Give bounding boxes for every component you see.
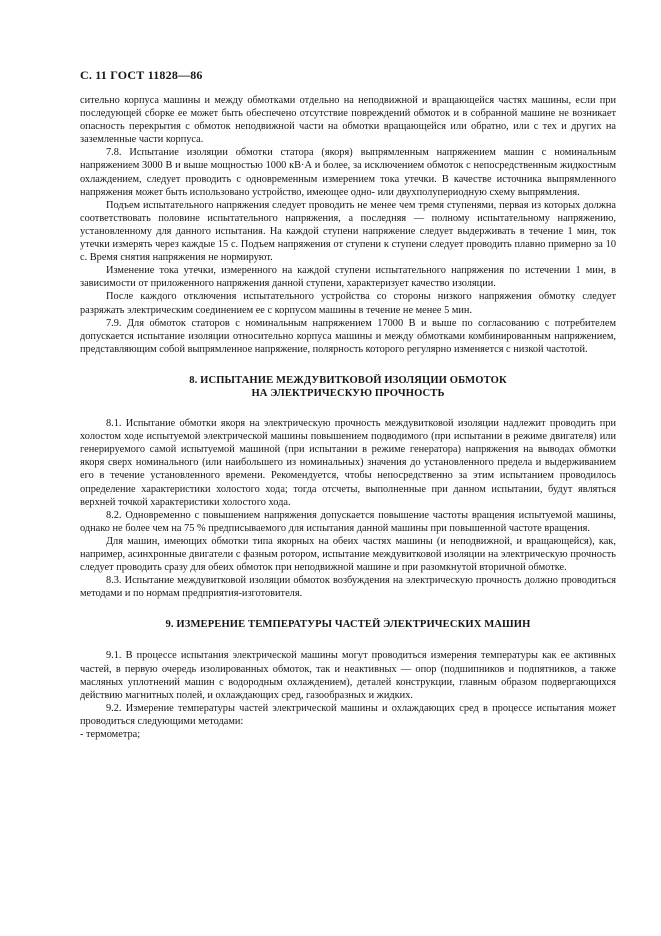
section-8-heading-line2: НА ЭЛЕКТРИЧЕСКУЮ ПРОЧНОСТЬ xyxy=(251,387,445,399)
paragraph-7-8-leakage: Изменение тока утечки, измеренного на каждой ступени испытательного напряжения по истечении 1 мин, в зависимости от приложенного напряжения данной ступени, характеризует качество изоляции. xyxy=(80,265,616,290)
page-header: С. 11 ГОСТ 11828—86 xyxy=(80,68,203,82)
paragraph-8-3: 8.3. Испытание междувитковой изоляции обмоток возбуждения на электрическую прочность должно проводиться методами и по нормам предприятия-изготовителя. xyxy=(80,575,616,600)
paragraph-8-2: 8.2. Одновременно с повышением напряжения допускается повышение частоты вращения испытуемой машины, однако не более чем на 75 % предписываемого для испытания данной машины при повышенной частоте вращения. xyxy=(80,509,616,534)
paragraph-9-1: 9.1. В процессе испытания электрической машины могут проводиться измерения температуры как ее активных частей, в первую очередь изолированных обмоток, так и неактивных — опор (подшипников и подпятников, а также масляных уплотнений машин с водородным охлаждением), деталей конструкции, главным образом подвергающихся действию магнитных полей, и охлаждающих сред, газообразных и жидких. xyxy=(80,650,616,701)
paragraph-8-1: 8.1. Испытание обмотки якоря на электрическую прочность междувитковой изоляции надлежит проводить при холостом ходе испытуемой электрической машины повышением подводимого (при испытании в режиме двигателя) или генерируемого самой испытуемой машиной (при испытании в режиме генератора) напряжения на выводах обмотки якоря сверх номинального (или наибольшего из номинальных) значения до установленного предела и выдерживанием его в течение установленного времени. Рекомендуется, чтобы непосредственно за этим испытанием проводилось определение характеристики холостого хода; тогда отсчеты, выполненные при данном испытании, будут являться верхней точкой характеристики холостого хода. xyxy=(80,418,616,508)
section-9-heading: 9. ИЗМЕРЕНИЕ ТЕМПЕРАТУРЫ ЧАСТЕЙ ЭЛЕКТРИЧЕСКИХ МАШИН xyxy=(165,619,531,631)
document-body xyxy=(80,94,616,741)
paragraph-7-8-discharge: После каждого отключения испытательного устройства со стороны низкого напряжения обмотку следует разряжать электрическим соединением ее с корпусом машины в течение не менее 5 мин. xyxy=(80,291,616,316)
paragraph-8-2-machines: Для машин, имеющих обмотки типа якорных на обеих частях машины (и неподвижной, и вращающейся), как, например, асинхронные двигатели с фазным ротором, испытание междувитковой изоляции на электрическую прочность следует проводить сразу для обеих обмоток при неподвижной машине и при разомкнутой вторичной обмотке. xyxy=(80,535,616,574)
paragraph-7-8: 7.8. Испытание изоляции обмотки статора (якоря) выпрямленным напряжением машин с номинальным напряжением 3000 В и выше мощностью 1000 кВ·А и более, за исключением обмоток с непосредственным жидкостным охлаждением, следует проводить с одновременным измерением тока утечки. В качестве источника выпрямленного напряжения может быть использовано устройство, имеющее одно- или двухполупериодную схему выпрямления. xyxy=(80,147,616,198)
paragraph-7-9: 7.9. Для обмоток статоров с номинальным напряжением 17000 В и выше по согласованию с потребителем допускается испытание изоляции относительно корпуса машины и между обмотками комбинированным напряжением, представляющим собой выпрямленное напряжение, полярность которого регулярно изменяется с низкой частотой. xyxy=(80,317,616,355)
section-8-heading-line1: 8. ИСПЫТАНИЕ МЕЖДУВИТКОВОЙ ИЗОЛЯЦИИ ОБМОТОК xyxy=(189,374,507,386)
paragraph-7-8-steps: Подъем испытательного напряжения следует проводить не менее чем тремя ступенями, первая из которых должна соответствовать половине испытательного напряжения, а последняя — полному испытательному напряжению, установленному для данного испытания. На каждой ступени напряжение следует выдерживать в течение 1 мин, ток утечки измерять через каждые 15 с. Подъем напряжения от ступени к ступени следует проводить плавно примерно за 10 с. Время снятия напряжения не нормируют. xyxy=(80,199,616,264)
list-item-thermometer: - термометра; xyxy=(80,729,141,741)
paragraph-continuation: сительно корпуса машины и между обмотками отдельно на неподвижной и вращающейся частях машины, если при последующей сборке ее может быть обеспечено отсутствие повреждений обмоток и в собранной машине не возникает опасность перекрытия с обмоток неподвижной части на обмотки вращающейся или обратно, или с тех и других на заземленные части корпуса. xyxy=(80,95,616,146)
paragraph-9-2: 9.2. Измерение температуры частей электрической машины и охлаждающих сред в процессе испытания может проводиться следующими методами: xyxy=(80,702,616,727)
